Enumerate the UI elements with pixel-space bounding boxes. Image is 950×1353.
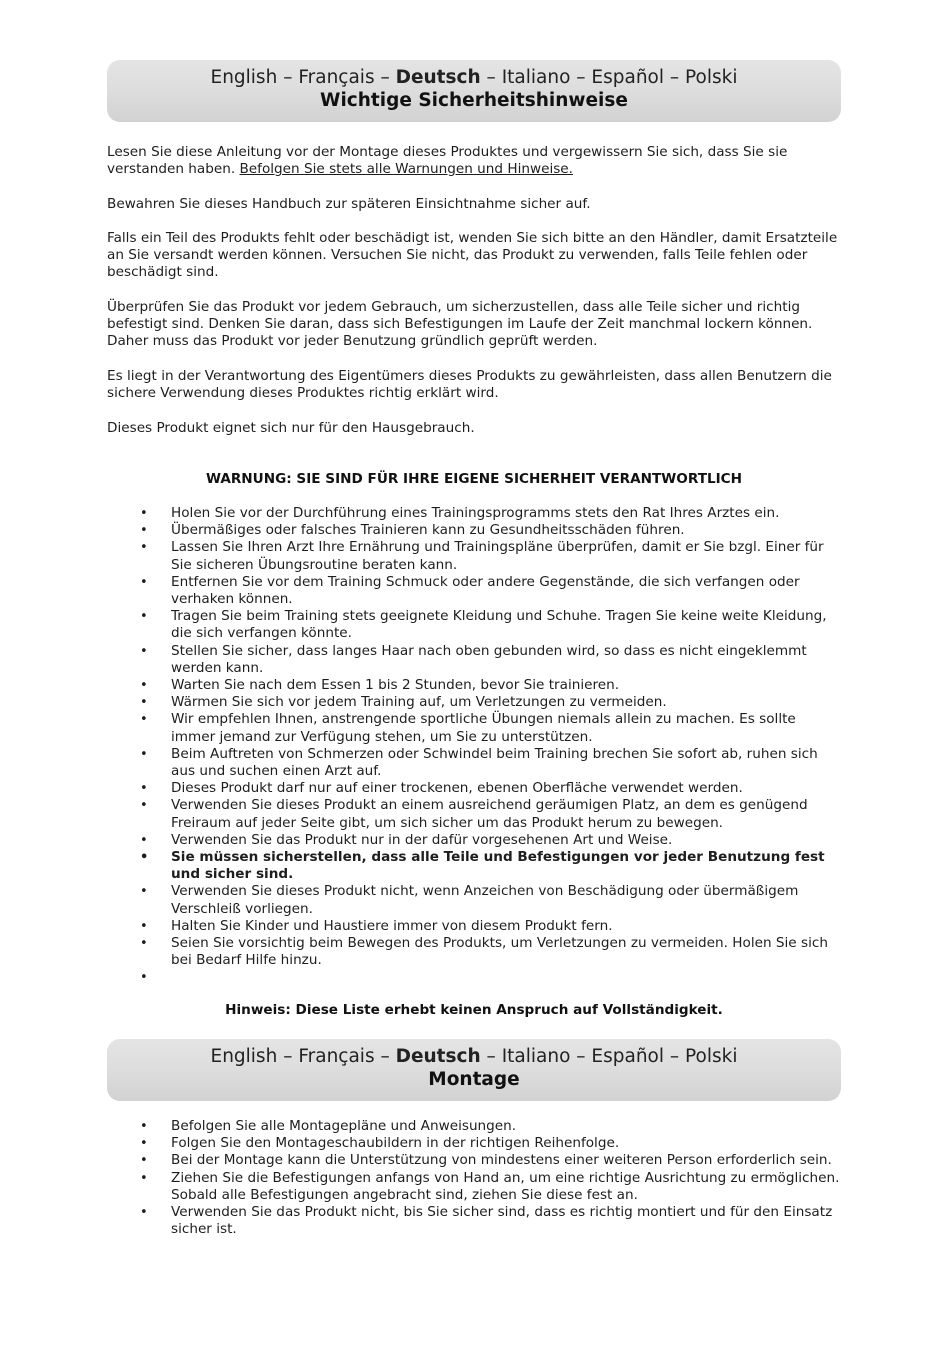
list-item-text: Seien Sie vorsichtig beim Bewegen des Produkts, um Verletzungen zu vermeiden. Holen Sie sich bei Bedarf Hilfe hinzu. <box>171 935 828 969</box>
list-item-text: Dieses Produkt darf nur auf einer trockenen, ebenen Oberfläche verwendet werden. <box>171 780 743 797</box>
list-item-text: Verwenden Sie das Produkt nicht, bis Sie sicher sind, dass es richtig montiert und für den Einsatz sicher ist. <box>171 1204 833 1238</box>
list-item-text: Stellen Sie sicher, dass langes Haar nach oben gebunden wird, so dass es nicht eingeklemmt werden kann. <box>171 642 807 676</box>
warning-heading: WARNUNG: SIE SIND FÜR IHRE EIGENE SICHERHEIT VERANTWORTLICH <box>205 471 743 487</box>
list-item <box>107 883 842 917</box>
lang-italiano[interactable]: Italiano <box>501 1046 571 1067</box>
list-item-text: Verwenden Sie das Produkt nur in der dafür vorgesehenen Art und Weise. <box>171 831 673 848</box>
bullet-icon: • <box>140 1136 148 1152</box>
bullet-icon: • <box>140 1205 148 1221</box>
bullet-icon: • <box>140 523 148 539</box>
section-header-safety <box>107 60 841 122</box>
list-item-text: Beim Auftreten von Schmerzen oder Schwindel beim Training brechen Sie sofort ab, ruhen sich aus und suchen einen Arzt auf. <box>171 745 818 780</box>
bullet-icon: • <box>140 609 148 625</box>
list-item <box>107 677 842 694</box>
assembly-list <box>107 1118 842 1238</box>
bullet-icon: • <box>140 850 149 866</box>
paragraph-home-use: Dieses Produkt eignet sich nur für den Hausgebrauch. <box>107 420 475 436</box>
lang-polski[interactable]: Polski <box>685 1046 738 1067</box>
list-item <box>107 574 842 608</box>
list-item <box>107 746 842 780</box>
lang-polski[interactable]: Polski <box>685 67 738 88</box>
bullet-icon: • <box>140 798 148 814</box>
list-item-text: Folgen Sie den Montageschaubildern in der richtigen Reihenfolge. <box>171 1135 620 1152</box>
list-item-text: Entfernen Sie vor dem Training Schmuck oder andere Gegenstände, die sich verfangen oder verhaken können. <box>171 573 800 608</box>
list-item <box>107 1170 842 1204</box>
bullet-icon: • <box>140 884 148 900</box>
list-item <box>107 1152 842 1169</box>
bullet-icon: • <box>140 970 148 986</box>
bullet-icon: • <box>140 540 148 556</box>
list-item-text: Verwenden Sie dieses Produkt an einem ausreichend geräumigen Platz, an dem es genügend Freiraum auf jeder Seite gibt, um sich sicher um das Produkt herum zu bewegen. <box>171 797 808 831</box>
lang-english[interactable]: English <box>210 67 278 88</box>
list-item-text: Wir empfehlen Ihnen, anstrengende sportliche Übungen niemals allein zu machen. Es sollte immer jemand zur Verfügung stehen, um Sie zu unterstützen. <box>171 711 796 745</box>
bullet-icon: • <box>140 1119 148 1134</box>
lang-deutsch-active[interactable]: Deutsch <box>395 67 481 88</box>
paragraph-keep-manual: Bewahren Sie dieses Handbuch zur späteren Einsichtnahme sicher auf. <box>107 196 591 212</box>
lang-separator: – <box>277 1046 299 1067</box>
list-item <box>107 1118 842 1135</box>
section-header-assembly <box>107 1039 841 1101</box>
list-item-text: Warten Sie nach dem Essen 1 bis 2 Stunden, bevor Sie trainieren. <box>171 677 620 694</box>
list-item <box>107 522 842 539</box>
bullet-icon: • <box>140 574 148 590</box>
lang-separator: – <box>277 67 299 88</box>
list-item <box>107 1204 842 1238</box>
list-item <box>107 643 842 677</box>
bullet-icon: • <box>140 506 148 521</box>
list-item <box>107 711 842 745</box>
language-bar <box>107 66 841 89</box>
lang-separator: – <box>480 1046 502 1067</box>
lang-italiano[interactable]: Italiano <box>501 67 571 88</box>
language-bar <box>107 1045 841 1068</box>
bullet-icon: • <box>140 832 148 848</box>
list-item <box>107 694 842 711</box>
list-item-text: Lassen Sie Ihren Arzt Ihre Ernährung und Trainingspläne überprüfen, damit er Sie bzgl. Einer für Sie sicheren Übungsroutine beraten kann. <box>171 539 824 573</box>
bullet-icon: • <box>140 781 148 797</box>
list-item-text: Ziehen Sie die Befestigungen anfangs von Hand an, um eine richtige Ausrichtung zu ermöglichen. Sobald alle Befestigungen angebracht sind, ziehen Sie diese fest an. <box>171 1169 840 1203</box>
list-item-text: Wärmen Sie sich vor jedem Training auf, um Verletzungen zu vermeiden. <box>171 694 667 711</box>
list-item <box>107 832 842 849</box>
list-item-text: Tragen Sie beim Training stets geeignete Kleidung und Schuhe. Tragen Sie keine weite Kleidung, die sich verfangen könnte. <box>171 608 827 642</box>
list-item-emphasized <box>107 849 842 883</box>
lang-separator: – <box>374 67 396 88</box>
list-item <box>107 608 842 642</box>
section-title-safety: Wichtige Sicherheitshinweise <box>320 90 628 111</box>
lang-separator: – <box>374 1046 396 1067</box>
bullet-icon: • <box>140 695 148 711</box>
lang-separator: – <box>664 67 686 88</box>
paragraph-missing-parts: Falls ein Teil des Produkts fehlt oder beschädigt ist, wenden Sie sich bitte an den Händler, damit Ersatzteile an Sie versandt werden können. Versuchen Sie nicht, das Produkt zu verwenden, falls Teile fehlen oder beschädigt sind. <box>107 230 838 281</box>
list-item-text: Übermäßiges oder falsches Trainieren kann zu Gesundheitsschäden führen. <box>171 522 685 539</box>
lang-separator: – <box>570 1046 592 1067</box>
lang-francais[interactable]: Français <box>298 1046 375 1067</box>
list-item-text: Verwenden Sie dieses Produkt nicht, wenn Anzeichen von Beschädigung oder übermäßigem Verschleiß vorliegen. <box>171 883 799 917</box>
intro-paragraph <box>107 144 852 178</box>
warning-list <box>107 505 842 987</box>
bullet-icon: • <box>140 1170 148 1186</box>
list-item-text: Befolgen Sie alle Montagepläne und Anweisungen. <box>171 1118 517 1134</box>
lang-separator: – <box>480 67 502 88</box>
bullet-icon: • <box>140 918 148 934</box>
list-item <box>107 797 842 831</box>
paragraph-owner-responsibility: Es liegt in der Verantwortung des Eigentümers dieses Produkts zu gewährleisten, dass allen Benutzern die sichere Verwendung dieses Produktes richtig erklärt wird. <box>107 368 832 402</box>
lang-separator: – <box>570 67 592 88</box>
lang-espanol[interactable]: Español <box>591 1046 665 1067</box>
lang-espanol[interactable]: Español <box>591 67 665 88</box>
intro-underlined-text: Befolgen Sie stets alle Warnungen und Hinweise. <box>239 161 573 178</box>
list-item-text: Holen Sie vor der Durchführung eines Trainingsprogramms stets den Rat Ihres Arztes ein. <box>171 505 780 521</box>
list-item-text: Halten Sie Kinder und Haustiere immer von diesem Produkt fern. <box>171 917 613 934</box>
list-item <box>107 539 842 573</box>
bullet-icon: • <box>140 746 148 762</box>
bullet-icon: • <box>140 678 148 694</box>
bullet-icon: • <box>140 643 148 659</box>
lang-deutsch-active[interactable]: Deutsch <box>395 1046 481 1067</box>
lang-english[interactable]: English <box>210 1046 278 1067</box>
list-item <box>107 918 842 935</box>
bullet-icon: • <box>140 712 148 728</box>
list-disclaimer-note: Hinweis: Diese Liste erhebt keinen Anspruch auf Vollständigkeit. <box>225 1002 723 1018</box>
lang-separator: – <box>664 1046 686 1067</box>
list-item <box>107 780 842 797</box>
list-item-empty <box>107 969 842 986</box>
list-item-text: Bei der Montage kann die Unterstützung von mindestens einer weiteren Person erforderlich sein. <box>171 1152 832 1169</box>
list-item <box>107 1135 842 1152</box>
bullet-icon: • <box>140 1153 148 1169</box>
section-title-assembly: Montage <box>428 1069 520 1090</box>
lang-francais[interactable]: Français <box>298 67 375 88</box>
list-item <box>107 935 842 969</box>
paragraph-check-product: Überprüfen Sie das Produkt vor jedem Gebrauch, um sicherzustellen, dass alle Teile sicher und richtig befestigt sind. Denken Sie daran, dass sich Befestigungen im Laufe der Zeit manchmal lockern können. Daher muss das Produkt vor jeder Benutzung gründlich geprüft werden. <box>107 299 813 350</box>
bullet-icon: • <box>140 936 148 952</box>
list-item-text: Sie müssen sicherstellen, dass alle Teile und Befestigungen vor jeder Benutzung fest und sicher sind. <box>171 849 825 883</box>
list-item <box>107 505 842 522</box>
intro-text: Lesen Sie diese Anleitung vor der Montage dieses Produktes und vergewissern Sie sich, dass Sie sie verstanden haben. <box>107 144 788 178</box>
